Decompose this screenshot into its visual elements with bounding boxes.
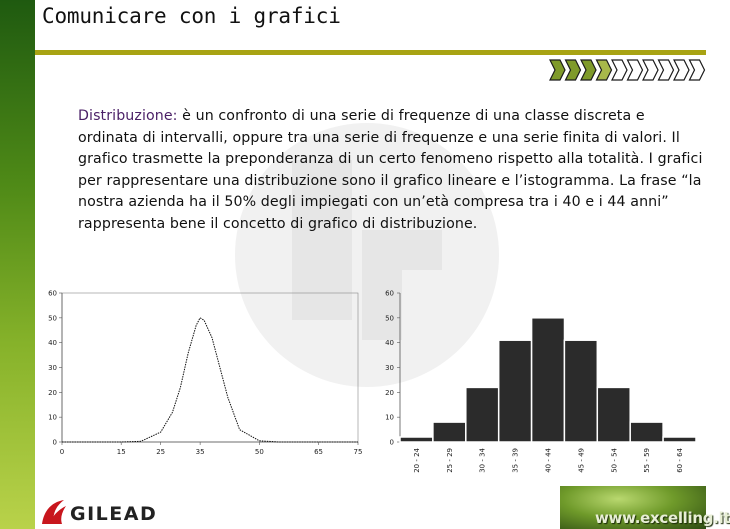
histogram-bar bbox=[532, 318, 565, 442]
x-tick-label: 55 - 59 bbox=[643, 448, 652, 473]
y-tick-label: 20 bbox=[48, 388, 57, 397]
lead-term: Distribuzione: bbox=[78, 108, 178, 124]
histogram-bar bbox=[400, 437, 433, 442]
x-tick-label: 45 - 49 bbox=[577, 448, 586, 473]
histogram-bar bbox=[564, 340, 597, 442]
x-tick-label: 50 - 54 bbox=[610, 448, 619, 473]
line-chart bbox=[38, 285, 370, 490]
y-tick-label: 0 bbox=[52, 438, 57, 447]
x-tick-label: 25 bbox=[156, 448, 166, 456]
y-tick-label: 0 bbox=[389, 438, 394, 447]
page-title: Comunicare con i grafici bbox=[42, 4, 341, 28]
y-tick-label: 40 bbox=[385, 339, 394, 348]
x-tick-label: 30 - 34 bbox=[478, 448, 487, 473]
y-tick-label: 30 bbox=[48, 364, 57, 372]
plot-frame bbox=[62, 293, 358, 442]
histogram-bar bbox=[499, 340, 532, 442]
y-tick-label: 50 bbox=[385, 314, 394, 323]
chevron-band-icon bbox=[547, 58, 706, 82]
body-paragraph bbox=[78, 106, 703, 235]
website-label: www.excelling.it bbox=[595, 509, 730, 527]
x-tick-label: 60 - 64 bbox=[676, 448, 685, 473]
histogram-bar bbox=[466, 387, 499, 442]
left-sidebar-band bbox=[0, 0, 35, 529]
histogram-bar bbox=[433, 422, 466, 442]
histogram-bar bbox=[630, 422, 663, 442]
x-tick-label: 40 - 44 bbox=[544, 448, 553, 473]
x-tick-label: 15 bbox=[116, 448, 126, 456]
histogram-bar bbox=[663, 437, 696, 442]
y-tick-label: 10 bbox=[385, 413, 394, 422]
y-tick-label: 30 bbox=[385, 364, 394, 372]
x-tick-label: 35 - 39 bbox=[511, 448, 520, 473]
title-underline bbox=[35, 50, 706, 55]
y-tick-label: 10 bbox=[48, 413, 57, 422]
x-tick-label: 35 bbox=[195, 448, 205, 456]
x-tick-label: 25 - 29 bbox=[445, 448, 454, 473]
x-tick-label: 0 bbox=[59, 448, 65, 456]
histogram-chart bbox=[372, 285, 706, 490]
histogram-bar bbox=[597, 387, 630, 442]
y-tick-label: 40 bbox=[48, 339, 57, 348]
gilead-wordmark: GILEAD bbox=[70, 503, 158, 525]
x-tick-label: 65 bbox=[314, 448, 323, 456]
series-line bbox=[62, 318, 358, 442]
y-tick-label: 20 bbox=[385, 388, 394, 397]
y-tick-label: 60 bbox=[48, 289, 57, 298]
y-tick-label: 60 bbox=[385, 289, 394, 298]
body-text: è un confronto di una serie di frequenze di una classe discreta e ordinata di intervalli, oppure tra una serie di frequenze e una serie finita di valori. Il grafico trasmette la preponderanza di un certo fenomeno rispetto alla totalità. I grafici per rappresentare una distribuzione sono il grafico lineare e l’istogramma. La frase “la nostra azienda ha il 50% degli impiegati con un’età compresa tra i 40 e i 44 anni” rappresenta bene il concetto di grafico di distribuzione. bbox=[78, 108, 703, 232]
y-tick-label: 50 bbox=[48, 314, 57, 323]
x-tick-label: 20 - 24 bbox=[412, 448, 421, 473]
x-tick-label: 75 bbox=[353, 448, 363, 456]
x-tick-label: 50 bbox=[254, 448, 264, 456]
